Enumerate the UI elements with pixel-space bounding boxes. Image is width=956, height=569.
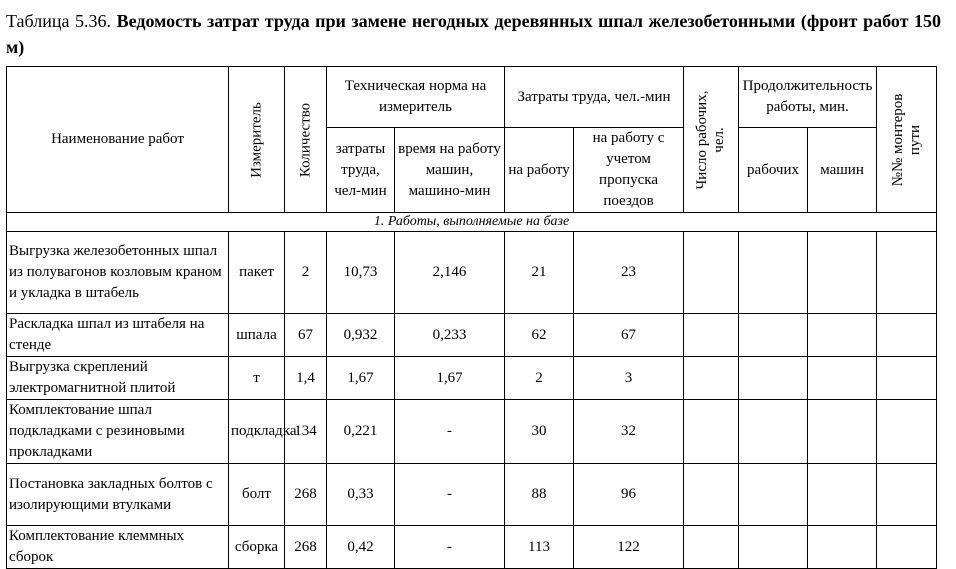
cell-fitters <box>877 526 937 569</box>
table-row <box>7 357 937 400</box>
header-duration-machines: машин <box>808 128 877 213</box>
table-row <box>7 526 937 569</box>
table-row <box>7 400 937 464</box>
cell-norm-labor: 0,33 <box>327 464 395 526</box>
cell-duration-workers <box>739 357 808 400</box>
header-quantity: Количество <box>285 67 327 213</box>
header-name: Наименование работ <box>7 67 229 213</box>
cell-unit: шпала <box>229 314 285 357</box>
cell-norm-machine: - <box>395 526 505 569</box>
table-row <box>7 464 937 526</box>
header-duration: Продолжительность работы, мин. <box>739 67 877 128</box>
table-row <box>7 232 937 314</box>
cell-norm-labor: 1,67 <box>327 357 395 400</box>
cell-workers <box>684 314 739 357</box>
cell-qty: 268 <box>285 464 327 526</box>
cell-work-traffic: 32 <box>574 400 684 464</box>
cell-work: 30 <box>505 400 574 464</box>
cell-fitters <box>877 357 937 400</box>
header-labor-traffic: на работу с учетом пропуска поездов <box>574 128 684 213</box>
cell-duration-machines <box>808 314 877 357</box>
cell-fitters <box>877 232 937 314</box>
header-labor-work: на работу <box>505 128 574 213</box>
cell-duration-machines <box>808 357 877 400</box>
cell-duration-machines <box>808 232 877 314</box>
cell-qty: 1,4 <box>285 357 327 400</box>
header-tech-machine: время на работу машин, машино-мин <box>395 128 505 213</box>
section-header: 1. Работы, выполняемые на базе <box>7 213 937 232</box>
cell-unit: подкладка <box>229 400 285 464</box>
cell-norm-labor: 0,932 <box>327 314 395 357</box>
cell-norm-machine: - <box>395 464 505 526</box>
header-fitters: №№ монтеров пути <box>877 67 937 213</box>
cell-name: Раскладка шпал из штабеля на стенде <box>7 314 229 357</box>
cell-name: Комплектование клеммных сборок <box>7 526 229 569</box>
cell-work: 21 <box>505 232 574 314</box>
cell-qty: 268 <box>285 526 327 569</box>
cell-work-traffic: 23 <box>574 232 684 314</box>
cell-duration-machines <box>808 400 877 464</box>
labor-cost-table <box>6 66 937 569</box>
header-labor-cost: Затраты труда, чел.-мин <box>505 67 684 128</box>
cell-norm-machine: - <box>395 400 505 464</box>
header-duration-workers: рабочих <box>739 128 808 213</box>
cell-fitters <box>877 400 937 464</box>
cell-unit: пакет <box>229 232 285 314</box>
cell-duration-machines <box>808 464 877 526</box>
cell-unit: сборка <box>229 526 285 569</box>
cell-workers <box>684 232 739 314</box>
header-unit: Измеритель <box>229 67 285 213</box>
cell-work: 88 <box>505 464 574 526</box>
cell-duration-workers <box>739 526 808 569</box>
cell-unit: болт <box>229 464 285 526</box>
cell-work: 2 <box>505 357 574 400</box>
cell-qty: 134 <box>285 400 327 464</box>
header-tech-norm: Техническая норма на измеритель <box>327 67 505 128</box>
cell-norm-machine: 1,67 <box>395 357 505 400</box>
cell-fitters <box>877 464 937 526</box>
header-workers: Число рабочих, чел. <box>684 67 739 213</box>
cell-name: Выгрузка железобетонных шпал из полувагонов козловым краном и укладка в штабель <box>7 232 229 314</box>
cell-fitters <box>877 314 937 357</box>
cell-qty: 2 <box>285 232 327 314</box>
cell-work-traffic: 122 <box>574 526 684 569</box>
cell-workers <box>684 464 739 526</box>
cell-duration-workers <box>739 400 808 464</box>
cell-qty: 67 <box>285 314 327 357</box>
cell-duration-workers <box>739 232 808 314</box>
cell-duration-workers <box>739 314 808 357</box>
cell-duration-machines <box>808 526 877 569</box>
cell-work-traffic: 3 <box>574 357 684 400</box>
cell-norm-labor: 0,221 <box>327 400 395 464</box>
cell-work: 113 <box>505 526 574 569</box>
cell-name: Постановка закладных болтов с изолирующими втулками <box>7 464 229 526</box>
caption-title: Ведомость затрат труда при замене негодных деревянных шпал железобетонными (фронт работ 150 м) <box>6 11 941 57</box>
cell-unit: т <box>229 357 285 400</box>
cell-norm-machine: 0,233 <box>395 314 505 357</box>
cell-duration-workers <box>739 464 808 526</box>
cell-work-traffic: 67 <box>574 314 684 357</box>
cell-workers <box>684 357 739 400</box>
cell-workers <box>684 400 739 464</box>
cell-workers <box>684 526 739 569</box>
table-row <box>7 314 937 357</box>
cell-norm-machine: 2,146 <box>395 232 505 314</box>
caption-prefix: Таблица 5.36. <box>6 11 117 31</box>
cell-name: Выгрузка скреплений электромагнитной плитой <box>7 357 229 400</box>
cell-work-traffic: 96 <box>574 464 684 526</box>
header-tech-labor: затраты труда, чел-мин <box>327 128 395 213</box>
cell-norm-labor: 0,42 <box>327 526 395 569</box>
table-caption <box>6 8 941 60</box>
cell-work: 62 <box>505 314 574 357</box>
cell-norm-labor: 10,73 <box>327 232 395 314</box>
cell-name: Комплектование шпал подкладками с резиновыми прокладками <box>7 400 229 464</box>
